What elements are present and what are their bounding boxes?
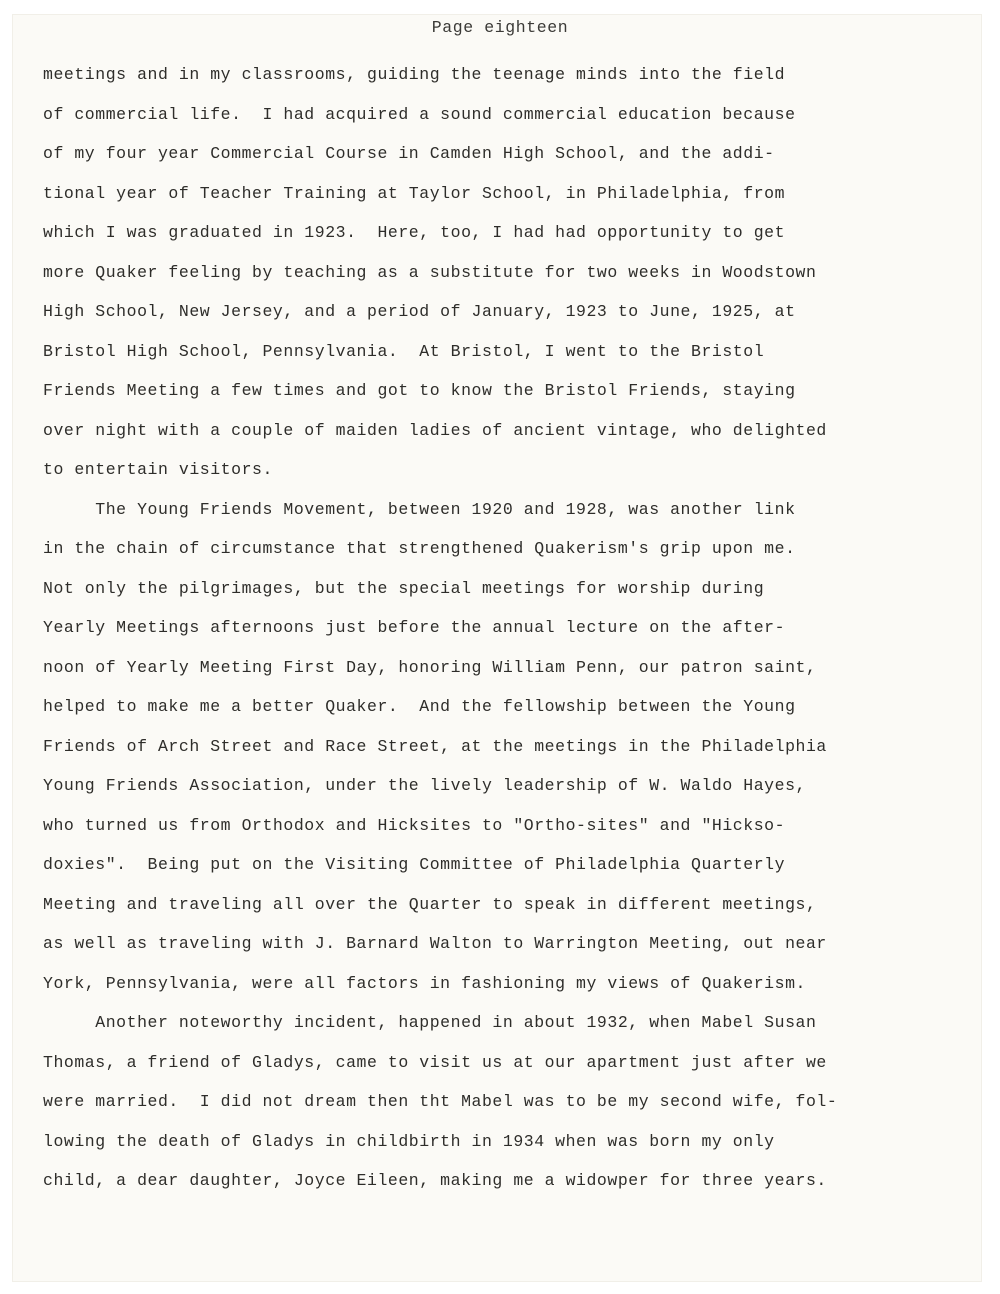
text-line: Bristol High School, Pennsylvania. At Bristol, I went to the Bristol [43, 341, 765, 361]
text-line: York, Pennsylvania, were all factors in fashioning my views of Quakerism. [43, 973, 806, 993]
text-line: lowing the death of Gladys in childbirth in 1934 when was born my only [43, 1131, 775, 1151]
text-line: noon of Yearly Meeting First Day, honoring William Penn, our patron saint, [43, 657, 817, 677]
text-line: to entertain visitors. [43, 460, 273, 479]
page-header: Page eighteen [431, 18, 569, 37]
text-line: who turned us from Orthodox and Hicksites to "Ortho-sites" and "Hickso- [43, 815, 786, 835]
text-line: of my four year Commercial Course in Camden High School, and the addi- [43, 144, 775, 163]
text-line: doxies". Being put on the Visiting Committee of Philadelphia Quarterly [43, 855, 786, 874]
text-line: meetings and in my classrooms, guiding the teenage minds into the field [43, 65, 786, 84]
text-line: Not only the pilgrimages, but the special meetings for worship during [43, 578, 765, 598]
text-line: Another noteworthy incident, happened in about 1932, when Mabel Susan [43, 1013, 817, 1032]
text-line: Friends of Arch Street and Race Street, at the meetings in the Philadelphia [43, 736, 827, 756]
body-text [43, 55, 943, 1201]
text-line: more Quaker feeling by teaching as a substitute for two weeks in Woodstown [43, 262, 817, 282]
text-line: over night with a couple of maiden ladies of ancient vintage, who delighted [43, 420, 827, 440]
text-line: child, a dear daughter, Joyce Eileen, making me a widowper for three years. [43, 1171, 827, 1190]
text-line: were married. I did not dream then tht Mabel was to be my second wife, fol- [43, 1092, 838, 1111]
text-line: Thomas, a friend of Gladys, came to visit us at our apartment just after we [43, 1052, 827, 1072]
text-line: in the chain of circumstance that strengthened Quakerism's grip upon me. [43, 539, 796, 558]
text-line: tional year of Teacher Training at Taylor School, in Philadelphia, from [43, 183, 786, 203]
text-line: The Young Friends Movement, between 1920 and 1928, was another link [43, 499, 796, 519]
text-line: which I was graduated in 1923. Here, too, I had had opportunity to get [43, 223, 786, 242]
text-line: Meeting and traveling all over the Quarter to speak in different meetings, [43, 894, 817, 914]
text-line: helped to make me a better Quaker. And the fellowship between the Young [43, 697, 796, 716]
text-line: of commercial life. I had acquired a sound commercial education because [43, 104, 796, 124]
text-line: Yearly Meetings afternoons just before the annual lecture on the after- [43, 618, 786, 637]
text-line: Friends Meeting a few times and got to know the Bristol Friends, staying [43, 381, 796, 400]
text-line: as well as traveling with J. Barnard Walton to Warrington Meeting, out near [43, 934, 827, 953]
text-line: Young Friends Association, under the lively leadership of W. Waldo Hayes, [43, 776, 806, 795]
text-line: High School, New Jersey, and a period of January, 1923 to June, 1925, at [43, 302, 796, 321]
